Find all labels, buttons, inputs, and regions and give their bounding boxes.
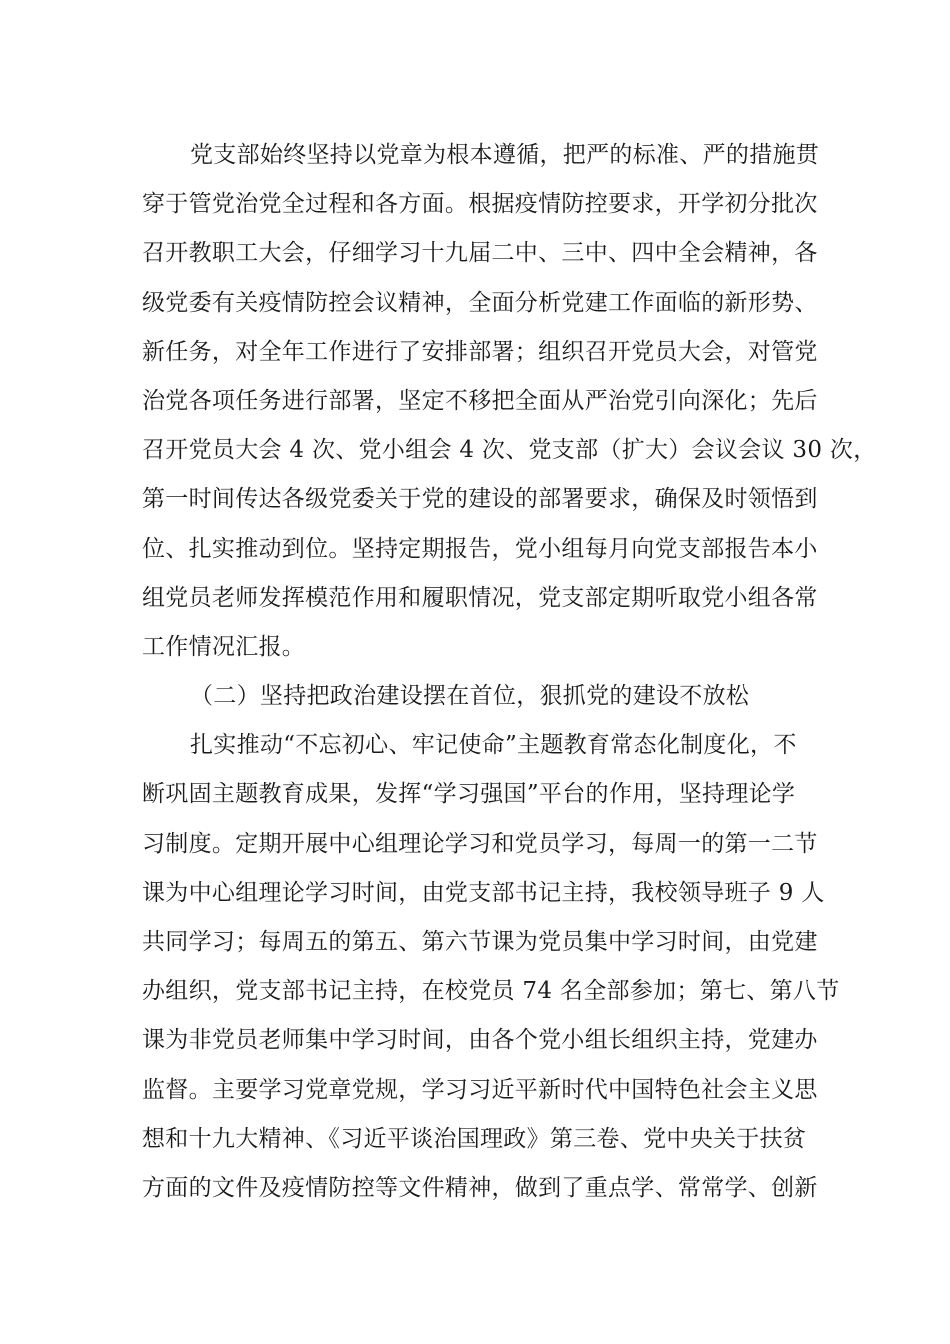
paragraph-1-line-4: 级党委有关疫情防控会议精神，全面分析党建工作面临的新形势、 [142, 289, 818, 316]
paragraph-1-line-7: 召开党员大会 4 次、党小组会 4 次、党支部（扩大）会议会议 30 次， [142, 437, 877, 464]
paragraph-2-line-7: 课为非党员老师集中学习时间，由各个党小组长组织主持，党建办 [142, 1027, 818, 1054]
paragraph-1-line-6: 治党各项任务进行部署，坚定不移把全面从严治党引向深化；先后 [142, 387, 818, 414]
paragraph-1-line-2: 穿于管党治党全过程和各方面。根据疫情防控要求，开学初分批次 [142, 191, 818, 218]
paragraph-2-line-2: 断巩固主题教育成果，发挥“学习强国”平台的作用，坚持理论学 [142, 781, 796, 808]
paragraph-1-line-10: 组党员老师发挥模范作用和履职情况，党支部定期听取党小组各常 [142, 584, 818, 611]
paragraph-1-line-1: 党支部始终坚持以党章为根本遵循，把严的标准、严的措施贯 [190, 142, 820, 168]
paragraph-2-line-6: 办组织，党支部书记主持，在校党员 74 名全部参加；第七、第八节 [142, 978, 840, 1005]
paragraph-2-line-1: 扎实推动“不忘初心、牢记使命”主题教育常态化制度化，不 [190, 732, 797, 759]
paragraph-1-line-11: 工作情况汇报。 [142, 633, 306, 660]
paragraph-1-line-5: 新任务，对全年工作进行了安排部署；组织召开党员大会，对管党 [142, 338, 818, 365]
paragraph-2-line-10: 方面的文件及疫情防控等文件精神，做到了重点学、常常学、创新 [142, 1174, 818, 1201]
document-body [142, 131, 877, 1213]
paragraph-2-line-9: 想和十九大精神、《习近平谈治国理政》第三卷、党中央关于扶贫 [142, 1125, 807, 1152]
paragraph-1-line-8: 第一时间传达各级党委关于党的建设的部署要求，确保及时领悟到 [142, 486, 818, 513]
paragraph-2-line-4: 课为中心组理论学习时间，由党支部书记主持，我校领导班子 9 人 [142, 879, 825, 906]
paragraph-1-line-3: 召开教职工大会，仔细学习十九届二中、三中、四中全会精神，各 [142, 240, 818, 267]
paragraph-1-line-9: 位、扎实推动到位。坚持定期报告，党小组每月向党支部报告本小 [142, 535, 818, 562]
section-heading: （二）坚持把政治建设摆在首位，狠抓党的建设不放松 [190, 683, 750, 710]
paragraph-2-line-3: 习制度。定期开展中心组理论学习和党员学习，每周一的第一二节 [142, 830, 818, 857]
paragraph-2-line-8: 监督。主要学习党章党规，学习习近平新时代中国特色社会主义思 [142, 1076, 818, 1103]
paragraph-2-line-5: 共同学习；每周五的第五、第六节课为党员集中学习时间，由党建 [142, 929, 818, 955]
